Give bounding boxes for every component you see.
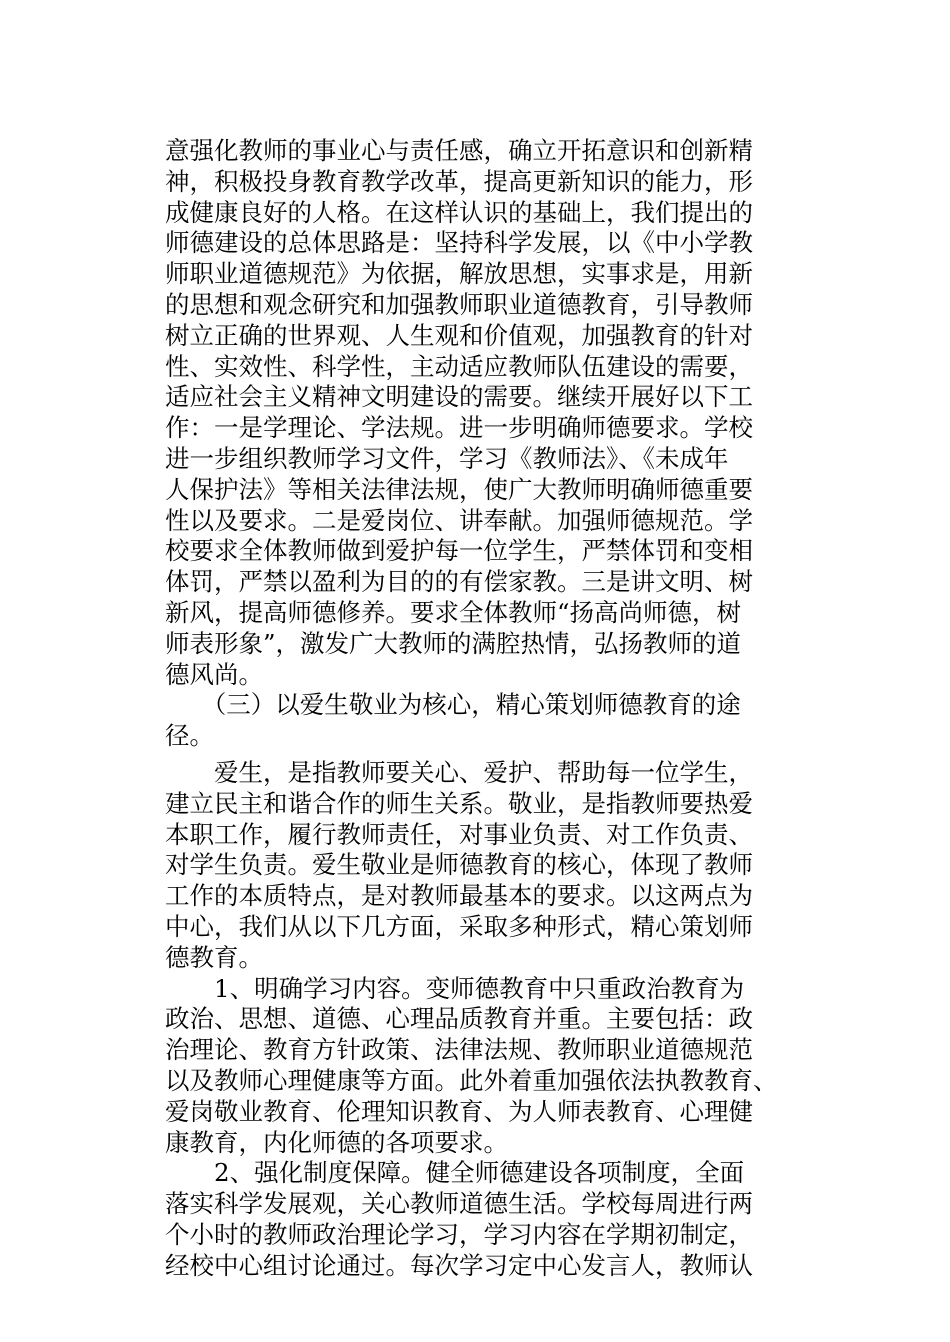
text-line: 师德建设的总体思路是：坚持科学发展，以《中小学教 bbox=[165, 228, 753, 258]
section-heading-line: 径。 bbox=[165, 721, 214, 751]
text-line: 经校中心组讨论通过。每次学习定中心发言人，教师认 bbox=[165, 1250, 753, 1280]
text-line: 德风尚。 bbox=[165, 659, 263, 689]
text-line: 性以及要求。二是爱岗位、讲奉献。加强师德规范。学 bbox=[165, 505, 753, 535]
text-line: 神，积极投身教育教学改革，提高更新知识的能力，形 bbox=[165, 166, 753, 196]
text-line: 新风，提高师德修养。要求全体教师“扬高尚师德，树 bbox=[165, 597, 742, 627]
text-line: 人保护法》等相关法律法规，使广大教师明确师德重要 bbox=[165, 474, 753, 504]
text-line: 师职业道德规范》为依据，解放思想，实事求是，用新 bbox=[165, 259, 753, 289]
text-line: 进一步组织教师学习文件，学习《教师法》、《未成年 bbox=[165, 443, 729, 473]
text-line: 爱生，是指教师要关心、爱护、帮助每一位学生， bbox=[165, 757, 753, 787]
section-heading-line: （三）以爱生敬业为核心，精心策划师德教育的途 bbox=[165, 690, 741, 720]
text-line: 2、强化制度保障。健全师德建设各项制度，全面 bbox=[165, 1158, 745, 1188]
text-line: 治理论、教育方针政策、法律法规、教师职业道德规范 bbox=[165, 1035, 753, 1065]
text-line: 意强化教师的事业心与责任感，确立开拓意识和创新精 bbox=[165, 136, 753, 165]
text-line: 的思想和观念研究和加强教师职业道德教育，引导教师 bbox=[165, 289, 753, 319]
text-line: 建立民主和谐合作的师生关系。敬业，是指教师要热爱 bbox=[165, 788, 753, 818]
text-line: 对学生负责。爱生敬业是师德教育的核心，体现了教师 bbox=[165, 850, 753, 880]
text-line: 以及教师心理健康等方面。此外着重加强依法执教教育、 bbox=[165, 1065, 778, 1095]
text-line: 师表形象”，激发广大教师的满腔热情，弘扬教师的道 bbox=[165, 628, 742, 658]
text-line: 德教育。 bbox=[165, 942, 263, 972]
text-line: 校要求全体教师做到爱护每一位学生，严禁体罚和变相 bbox=[165, 536, 753, 566]
text-line: 政治、思想、道德、心理品质教育并重。主要包括：政 bbox=[165, 1004, 753, 1034]
text-line: 作：一是学理论、学法规。进一步明确师德要求。学校 bbox=[165, 413, 753, 443]
text-line: 成健康良好的人格。在这样认识的基础上，我们提出的 bbox=[165, 197, 753, 227]
text-line: 个小时的教师政治理论学习，学习内容在学期初制定， bbox=[165, 1219, 753, 1249]
text-line: 落实科学发展观，关心教师道德生活。学校每周进行两 bbox=[165, 1189, 753, 1219]
text-line: 爱岗敬业教育、伦理知识教育、为人师表教育、心理健 bbox=[165, 1096, 753, 1126]
text-line: 工作的本质特点，是对教师最基本的要求。以这两点为 bbox=[165, 881, 753, 911]
text-line: 本职工作，履行教师责任，对事业负责、对工作负责、 bbox=[165, 819, 753, 849]
text-line: 体罚，严禁以盈利为目的的有偿家教。三是讲文明、树 bbox=[165, 567, 753, 597]
text-line: 适应社会主义精神文明建设的需要。继续开展好以下工 bbox=[165, 382, 753, 412]
text-line: 1、明确学习内容。变师德教育中只重政治教育为 bbox=[165, 973, 745, 1003]
text-line: 康教育，内化师德的各项要求。 bbox=[165, 1127, 508, 1157]
document-body bbox=[165, 136, 797, 1281]
text-line: 性、实效性、科学性，主动适应教师队伍建设的需要， bbox=[165, 351, 753, 381]
text-line: 树立正确的世界观、人生观和价值观，加强教育的针对 bbox=[165, 320, 753, 350]
text-line: 中心，我们从以下几方面，采取多种形式，精心策划师 bbox=[165, 911, 753, 941]
